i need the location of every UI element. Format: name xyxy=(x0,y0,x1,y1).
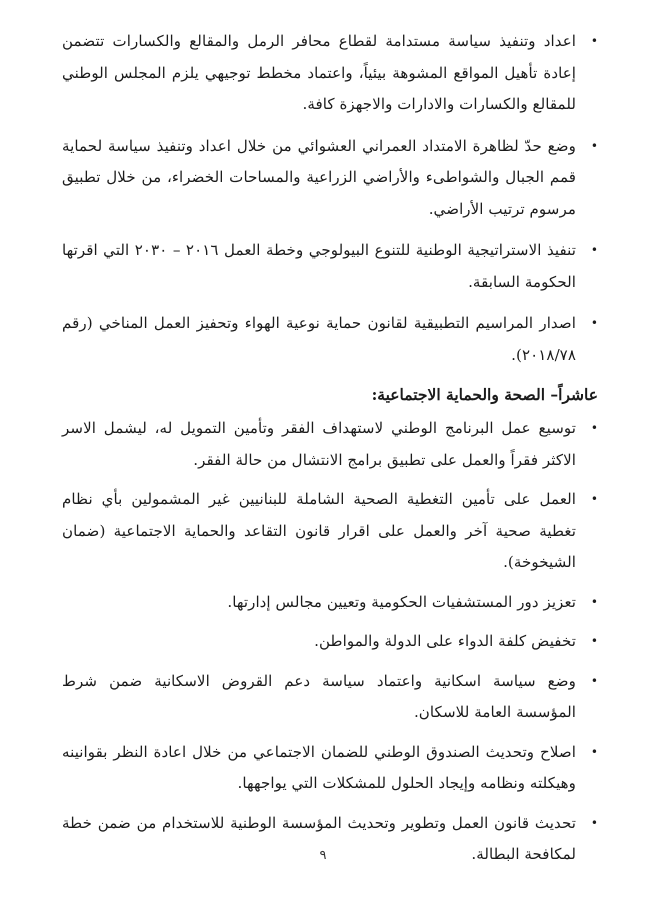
list-item xyxy=(62,308,602,371)
list-item-text: العمل على تأمين التغطية الصحية الشاملة للبنانيين غير المشمولين بأي نظام تغطية صحية آخر والعمل على اقرار قانون التقاعد والحماية الاجتماعية (ضمان الشيخوخة). xyxy=(62,490,576,571)
list-item-text: تنفيذ الاستراتيجية الوطنية للتنوع البيولوجي وخطة العمل ٢٠١٦ – ٢٠٣٠ التي اقرتها الحكومة السابقة. xyxy=(62,241,576,291)
list-item xyxy=(62,587,602,619)
list-item-text: توسيع عمل البرنامج الوطني لاستهداف الفقر وتأمين التمويل له، ليشمل الاسر الاكثر فقراً والعمل على تطبيق برامج الانتشال من حالة الفقر. xyxy=(62,419,576,469)
page-number: ٩ xyxy=(319,848,327,863)
bullet-icon: • xyxy=(590,673,598,688)
bullet-icon: • xyxy=(590,815,598,830)
list-item xyxy=(62,26,602,121)
bullet-icon: • xyxy=(590,744,598,759)
list-item xyxy=(62,737,602,800)
environment-policy-list xyxy=(62,26,602,371)
list-item-text: وضع حدّ لظاهرة الامتداد العمراني العشوائي من خلال اعداد وتنفيذ سياسة لحماية قمم الجبال والشواطىء والأراضي الزراعية والمساحات الخضراء، من خلال تطبيق مرسوم ترتيب الأراضي. xyxy=(62,136,576,218)
list-item-text: اصلاح وتحديث الصندوق الوطني للضمان الاجتماعي من خلال اعادة النظر بقوانينه وهيكلته ونظامه وإيجاد الحلول للمشكلات التي يواجهها. xyxy=(62,742,576,792)
bullet-icon: • xyxy=(590,34,598,48)
health-social-list xyxy=(62,413,602,871)
bullet-icon: • xyxy=(590,492,598,506)
list-item xyxy=(62,666,602,729)
bullet-icon: • xyxy=(590,316,598,330)
list-item-text: اعداد وتنفيذ سياسة مستدامة لقطاع محافر الرمل والمقالع والكسارات تتضمن إعادة تأهيل المواقع المشوهة بيئياً، واعتماد مخطط توجيهي يلزم المجلس الوطني للمقالع والكسارات والادارات والاجهزة كافة. xyxy=(62,32,576,113)
list-item xyxy=(62,235,602,298)
list-item-text: اصدار المراسيم التطبيقية لقانون حماية نوعية الهواء وتحفيز العمل المناخي (رقم ٢٠١٨/٧٨). xyxy=(62,314,576,364)
bullet-icon: • xyxy=(590,243,598,257)
bullet-icon: • xyxy=(590,594,598,609)
bullet-icon: • xyxy=(590,421,598,435)
list-item xyxy=(62,413,602,476)
bullet-icon: • xyxy=(590,138,598,153)
list-item xyxy=(62,131,602,226)
list-item-text: تعزيز دور المستشفيات الحكومية وتعيين مجالس إدارتها. xyxy=(227,592,576,611)
section-heading: عاشراً– الصحة والحماية الاجتماعية: xyxy=(371,385,598,404)
list-item-text: تحديث قانون العمل وتطوير وتحديث المؤسسة الوطنية للاستخدام من ضمن خطة لمكافحة البطالة. xyxy=(62,813,576,863)
list-item-text: وضع سياسة اسكانية واعتماد سياسة دعم القروض الاسكانية ضمن شرط المؤسسة العامة للاسكان. xyxy=(62,671,576,721)
list-item xyxy=(62,626,602,658)
bullet-icon: • xyxy=(590,634,598,648)
document-body xyxy=(62,26,602,879)
list-item xyxy=(62,484,602,579)
list-item-text: تخفيض كلفة الدواء على الدولة والمواطن. xyxy=(314,632,576,650)
